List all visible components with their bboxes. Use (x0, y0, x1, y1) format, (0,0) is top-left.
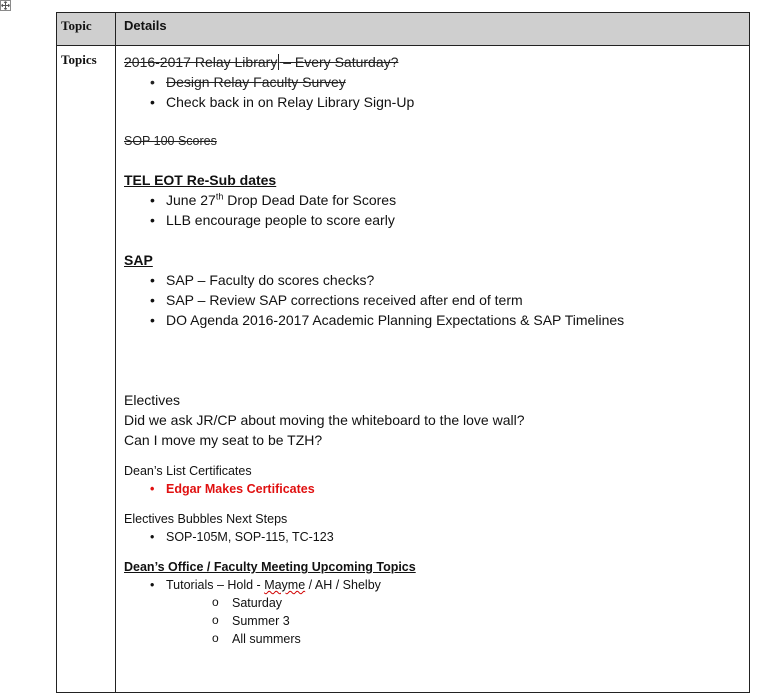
list-item: o Saturday (124, 594, 741, 612)
list-item: o Summer 3 (124, 612, 741, 630)
list-item: • SOP-105M, SOP-115, TC-123 (124, 528, 741, 546)
sap-list (124, 270, 741, 330)
list-item: o All summers (124, 630, 741, 648)
bubbles-list (124, 528, 741, 546)
deans-office-list (124, 576, 741, 594)
electives-line: Did we ask JR/CP about moving the whiteboard to the love wall? (124, 412, 525, 428)
list-item: • Edgar Makes Certificates (124, 480, 741, 498)
relay-list (124, 72, 741, 112)
tel-list (124, 190, 741, 230)
deans-list-title: Dean’s List Certificates (124, 464, 252, 478)
table-row (57, 46, 750, 693)
table-move-icon[interactable] (0, 0, 11, 11)
list-item: • Design Relay Faculty Survey (124, 72, 741, 92)
list-item: • LLB encourage people to score early (124, 210, 741, 230)
tel-heading: TEL EOT Re-Sub dates (124, 172, 277, 188)
deans-office-heading: Dean’s Office / Faculty Meeting Upcoming Topics (124, 560, 416, 574)
header-details[interactable]: Details (116, 13, 750, 46)
header-topic[interactable]: Topic (57, 13, 116, 46)
details-cell[interactable] (116, 46, 750, 693)
bubbles-title: Electives Bubbles Next Steps (124, 512, 288, 526)
deans-office-sublist (124, 594, 741, 648)
agenda-table (56, 12, 750, 693)
electives-line: Can I move my seat to be TZH? (124, 432, 323, 448)
electives-title: Electives (124, 392, 181, 408)
table-header-row (57, 13, 750, 46)
list-item: • SAP – Review SAP corrections received after end of term (124, 290, 741, 310)
sap-heading: SAP (124, 252, 153, 268)
list-item: • Check back in on Relay Library Sign-Up (124, 92, 741, 112)
relay-library-heading: 2016-2017 Relay Library – Every Saturday? (124, 54, 399, 70)
list-item: • SAP – Faculty do scores checks? (124, 270, 741, 290)
list-item: • June 27th Drop Dead Date for Scores (124, 190, 741, 210)
list-item: • Tutorials – Hold - Mayme / AH / Shelby (124, 576, 741, 594)
sop-scores: SOP 100 Scores (124, 134, 217, 148)
list-item: • DO Agenda 2016-2017 Academic Planning Expectations & SAP Timelines (124, 310, 741, 330)
row-label-topics[interactable]: Topics (57, 46, 116, 693)
deans-list-items (124, 480, 741, 498)
